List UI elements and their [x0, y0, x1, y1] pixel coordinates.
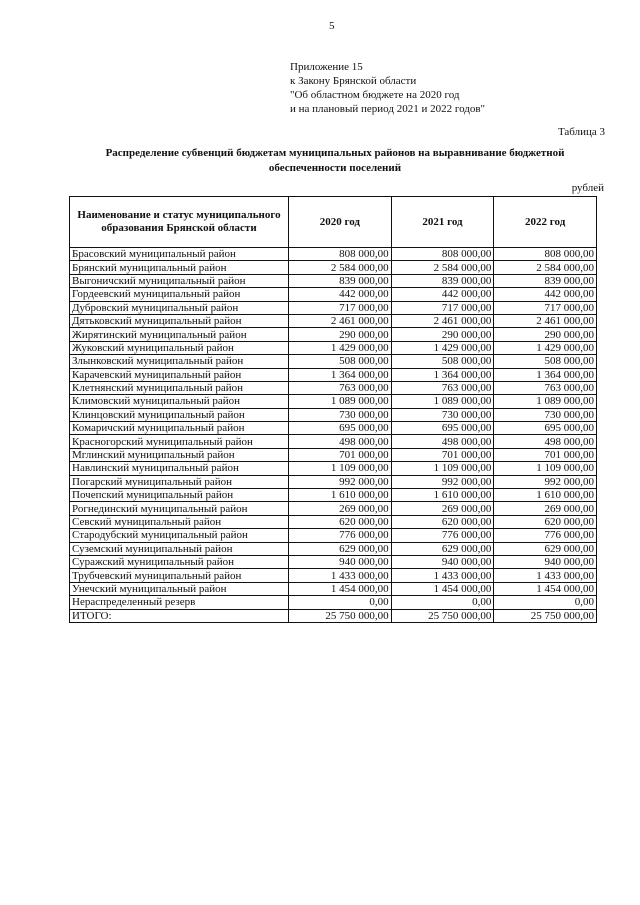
cell-2022: 695 000,00	[494, 422, 597, 435]
table-row	[70, 355, 597, 368]
table-body	[70, 248, 597, 623]
cell-name: Брянский муниципальный район	[70, 261, 289, 274]
table-row	[70, 609, 597, 622]
table-row	[70, 301, 597, 314]
cell-name: Карачевский муниципальный район	[70, 368, 289, 381]
cell-2020: 808 000,00	[289, 248, 392, 261]
cell-2021: 0,00	[391, 596, 494, 609]
table-row	[70, 542, 597, 555]
cell-2020: 695 000,00	[289, 422, 392, 435]
cell-name: Комаричский муниципальный район	[70, 422, 289, 435]
cell-2021: 25 750 000,00	[391, 609, 494, 622]
cell-2022: 620 000,00	[494, 515, 597, 528]
cell-name: Жирятинский муниципальный район	[70, 328, 289, 341]
cell-2020: 1 089 000,00	[289, 395, 392, 408]
cell-2022: 1 433 000,00	[494, 569, 597, 582]
cell-2022: 1 454 000,00	[494, 582, 597, 595]
table-row	[70, 475, 597, 488]
cell-2021: 1 429 000,00	[391, 341, 494, 354]
table-row	[70, 596, 597, 609]
cell-name: Стародубский муниципальный район	[70, 529, 289, 542]
cell-name: Мглинский муниципальный район	[70, 448, 289, 461]
cell-2020: 717 000,00	[289, 301, 392, 314]
cell-2020: 2 461 000,00	[289, 314, 392, 327]
table-row	[70, 448, 597, 461]
cell-2020: 620 000,00	[289, 515, 392, 528]
appendix-line-1: Приложение 15	[290, 61, 363, 73]
cell-2022: 839 000,00	[494, 274, 597, 287]
cell-2021: 1 364 000,00	[391, 368, 494, 381]
table-row	[70, 274, 597, 287]
table-label: Таблица 3	[557, 126, 605, 138]
table-row	[70, 502, 597, 515]
cell-2020: 1 454 000,00	[289, 582, 392, 595]
cell-2020: 2 584 000,00	[289, 261, 392, 274]
units-label: рублей	[571, 182, 604, 194]
cell-name: Жуковский муниципальный район	[70, 341, 289, 354]
cell-2021: 269 000,00	[391, 502, 494, 515]
header-2022: 2022 год	[494, 197, 597, 248]
cell-2021: 1 454 000,00	[391, 582, 494, 595]
cell-2021: 2 584 000,00	[391, 261, 494, 274]
table-row	[70, 368, 597, 381]
cell-2020: 1 109 000,00	[289, 462, 392, 475]
cell-2022: 498 000,00	[494, 435, 597, 448]
cell-2022: 763 000,00	[494, 381, 597, 394]
table-row	[70, 555, 597, 568]
cell-2021: 1 610 000,00	[391, 489, 494, 502]
cell-name: Суражский муниципальный район	[70, 555, 289, 568]
cell-2022: 1 089 000,00	[494, 395, 597, 408]
cell-2022: 290 000,00	[494, 328, 597, 341]
cell-name: ИТОГО:	[70, 609, 289, 622]
table-row	[70, 422, 597, 435]
table-row	[70, 462, 597, 475]
cell-2022: 701 000,00	[494, 448, 597, 461]
table-row	[70, 515, 597, 528]
cell-2020: 763 000,00	[289, 381, 392, 394]
cell-2021: 730 000,00	[391, 408, 494, 421]
cell-2022: 717 000,00	[494, 301, 597, 314]
cell-2022: 1 610 000,00	[494, 489, 597, 502]
cell-2021: 442 000,00	[391, 288, 494, 301]
cell-2021: 717 000,00	[391, 301, 494, 314]
cell-2020: 1 433 000,00	[289, 569, 392, 582]
cell-name: Навлинский муниципальный район	[70, 462, 289, 475]
cell-name: Гордеевский муниципальный район	[70, 288, 289, 301]
cell-2020: 1 610 000,00	[289, 489, 392, 502]
cell-name: Клинцовский муниципальный район	[70, 408, 289, 421]
page-number: 5	[329, 20, 335, 32]
cell-2020: 730 000,00	[289, 408, 392, 421]
cell-2022: 776 000,00	[494, 529, 597, 542]
cell-2020: 839 000,00	[289, 274, 392, 287]
table-row	[70, 341, 597, 354]
cell-2022: 1 364 000,00	[494, 368, 597, 381]
cell-2021: 839 000,00	[391, 274, 494, 287]
cell-2022: 1 109 000,00	[494, 462, 597, 475]
cell-2021: 290 000,00	[391, 328, 494, 341]
table-row	[70, 529, 597, 542]
cell-name: Дубровский муниципальный район	[70, 301, 289, 314]
cell-2021: 1 109 000,00	[391, 462, 494, 475]
cell-name: Дятьковский муниципальный район	[70, 314, 289, 327]
cell-2021: 629 000,00	[391, 542, 494, 555]
header-2021: 2021 год	[391, 197, 494, 248]
table-row	[70, 328, 597, 341]
subsidy-table	[69, 196, 597, 623]
cell-2022: 940 000,00	[494, 555, 597, 568]
table-row	[70, 261, 597, 274]
table-row	[70, 288, 597, 301]
cell-2020: 442 000,00	[289, 288, 392, 301]
cell-2021: 808 000,00	[391, 248, 494, 261]
cell-2021: 1 433 000,00	[391, 569, 494, 582]
cell-2022: 730 000,00	[494, 408, 597, 421]
cell-2020: 1 429 000,00	[289, 341, 392, 354]
cell-name: Красногорский муниципальный район	[70, 435, 289, 448]
cell-name: Климовский муниципальный район	[70, 395, 289, 408]
cell-2022: 0,00	[494, 596, 597, 609]
table-row	[70, 314, 597, 327]
cell-2020: 269 000,00	[289, 502, 392, 515]
cell-2020: 940 000,00	[289, 555, 392, 568]
cell-name: Рогнединский муниципальный район	[70, 502, 289, 515]
header-2020: 2020 год	[289, 197, 392, 248]
cell-name: Погарский муниципальный район	[70, 475, 289, 488]
cell-2020: 776 000,00	[289, 529, 392, 542]
cell-2020: 508 000,00	[289, 355, 392, 368]
table-row	[70, 408, 597, 421]
cell-2022: 808 000,00	[494, 248, 597, 261]
cell-2022: 992 000,00	[494, 475, 597, 488]
table-header-row	[70, 197, 597, 248]
document-title: Распределение субвенций бюджетам муниципальных районов на выравнивание бюджетной обеспеченности поселений	[105, 147, 565, 174]
cell-2021: 940 000,00	[391, 555, 494, 568]
cell-2021: 992 000,00	[391, 475, 494, 488]
appendix-line-4: и на плановый период 2021 и 2022 годов"	[290, 103, 486, 115]
table-row	[70, 489, 597, 502]
cell-2021: 776 000,00	[391, 529, 494, 542]
appendix-line-3: "Об областном бюджете на 2020 год	[290, 89, 460, 101]
table-row	[70, 582, 597, 595]
cell-name: Злынковский муниципальный район	[70, 355, 289, 368]
cell-2021: 498 000,00	[391, 435, 494, 448]
cell-2020: 25 750 000,00	[289, 609, 392, 622]
cell-2022: 508 000,00	[494, 355, 597, 368]
cell-2022: 2 584 000,00	[494, 261, 597, 274]
cell-2021: 695 000,00	[391, 422, 494, 435]
cell-name: Суземский муниципальный район	[70, 542, 289, 555]
cell-2020: 1 364 000,00	[289, 368, 392, 381]
cell-2022: 629 000,00	[494, 542, 597, 555]
cell-2021: 508 000,00	[391, 355, 494, 368]
appendix-line-2: к Закону Брянской области	[290, 75, 417, 87]
cell-2022: 269 000,00	[494, 502, 597, 515]
cell-2020: 498 000,00	[289, 435, 392, 448]
cell-2021: 2 461 000,00	[391, 314, 494, 327]
table-row	[70, 395, 597, 408]
header-name: Наименование и статус муниципального образования Брянской области	[70, 197, 289, 248]
cell-name: Почепский муниципальный район	[70, 489, 289, 502]
cell-2021: 763 000,00	[391, 381, 494, 394]
cell-name: Брасовский муниципальный район	[70, 248, 289, 261]
cell-2022: 442 000,00	[494, 288, 597, 301]
cell-2020: 629 000,00	[289, 542, 392, 555]
cell-name: Севский муниципальный район	[70, 515, 289, 528]
cell-name: Клетнянский муниципальный район	[70, 381, 289, 394]
cell-2020: 701 000,00	[289, 448, 392, 461]
cell-2022: 1 429 000,00	[494, 341, 597, 354]
cell-name: Нераспределенный резерв	[70, 596, 289, 609]
cell-2022: 25 750 000,00	[494, 609, 597, 622]
cell-2021: 620 000,00	[391, 515, 494, 528]
table-row	[70, 435, 597, 448]
table-row	[70, 248, 597, 261]
table-row	[70, 569, 597, 582]
cell-name: Выгоничский муниципальный район	[70, 274, 289, 287]
cell-2020: 0,00	[289, 596, 392, 609]
cell-2021: 1 089 000,00	[391, 395, 494, 408]
cell-name: Трубчевский муниципальный район	[70, 569, 289, 582]
appendix-header	[290, 60, 485, 116]
cell-2022: 2 461 000,00	[494, 314, 597, 327]
table-row	[70, 381, 597, 394]
cell-2020: 992 000,00	[289, 475, 392, 488]
cell-name: Унечский муниципальный район	[70, 582, 289, 595]
cell-2020: 290 000,00	[289, 328, 392, 341]
cell-2021: 701 000,00	[391, 448, 494, 461]
